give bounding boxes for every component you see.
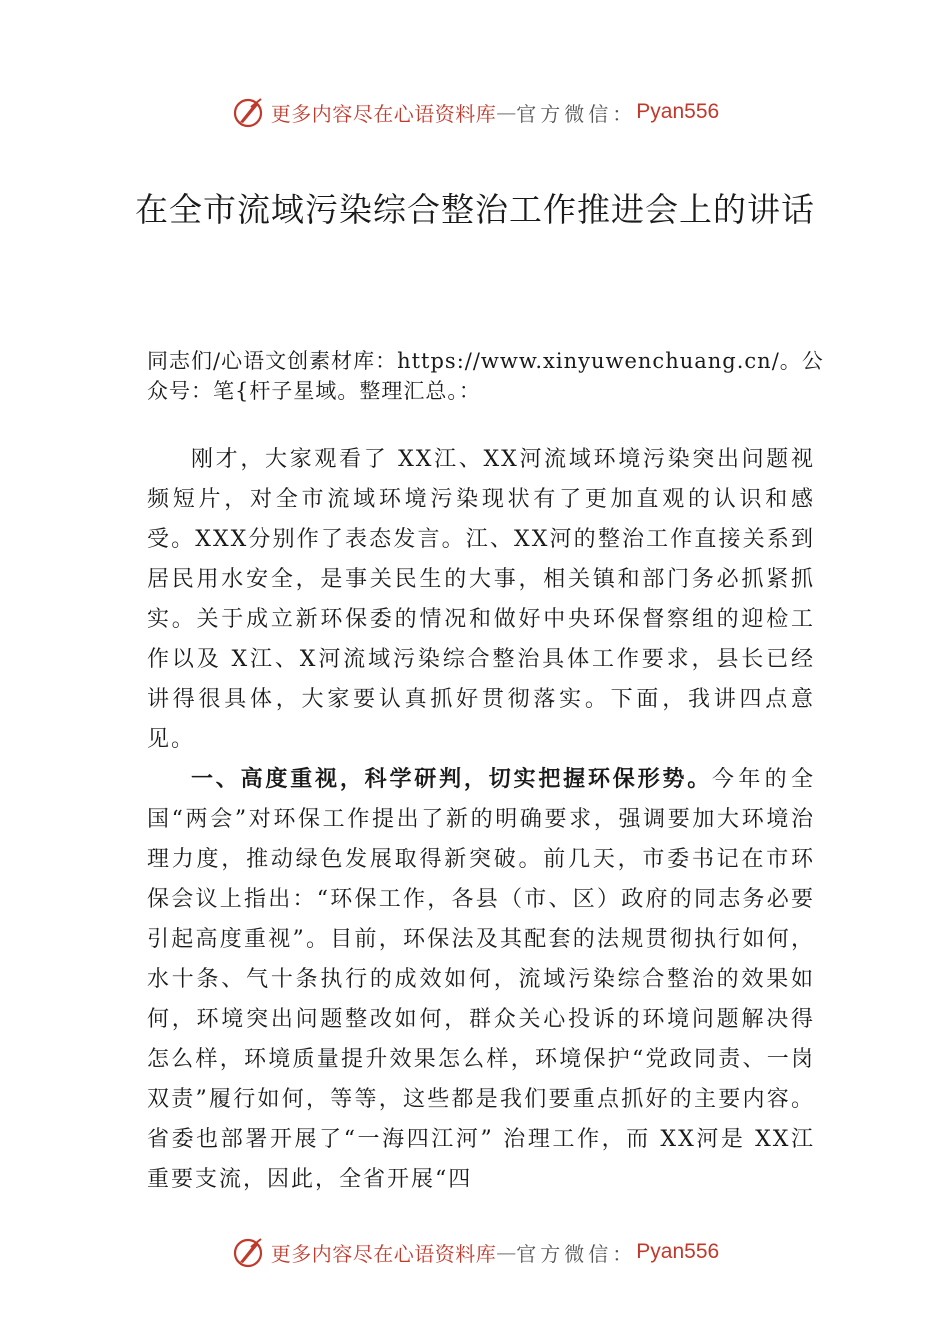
watermark-wechat-label: 官方微信：	[516, 1241, 637, 1266]
quill-circle-icon	[231, 1235, 265, 1269]
watermark-wechat-id: Pyan556	[636, 1240, 720, 1263]
watermark-separator: —	[496, 100, 517, 124]
watermark-brand: 更多内容尽在心语资料库	[270, 1241, 497, 1266]
paragraph-intro: 刚才，大家观看了 XX江、XX河流域环境污染突出问题视频短片，对全市流域环境污染现状有了更加直观的认识和感受。XXX分别作了表态发言。江、XX河的整治工作直接关系到居民用水安全，是事关民生的大事，相关镇和部门务必抓紧抓实。关于成立新环保委的情况和做好中央环保督察组的迎检工作以及 X江、X河流域污染综合整治具体工作要求，县长已经讲得很具体，大家要认真抓好贯彻落实。下面，我讲四点意见。	[147, 447, 815, 752]
watermark-footer	[0, 1232, 950, 1272]
section-heading: 一、高度重视，科学研判，切实把握环保形势。	[191, 767, 713, 792]
section-text: 今年的全国“两会”对环保工作提出了新的明确要求，强调要加大环境治理力度，推动绿色发展取得新突破。前几天，市委书记在市环保会议上指出：“环保工作，各县（市、区）政府的同志务必要引起高度重视”。目前，环保法及其配套的法规贯彻执行如何，水十条、气十条执行的成效如何，流域污染综合整治的效果如何，环境突出问题整改如何，群众关心投诉的环境问题解决得怎么样，环境质量提升效果怎么样，环境保护“党政同责、一岗双责”履行如何，等等，这些都是我们要重点抓好的主要内容。省委也部署开展了“一海四江河” 治理工作，而 XX河是 XX江重要支流，因此，全省开展“四	[147, 767, 815, 1192]
watermark-separator: —	[496, 1240, 517, 1264]
watermark-wechat-label: 官方微信：	[516, 101, 637, 126]
watermark-brand: 更多内容尽在心语资料库	[270, 101, 497, 126]
document-body	[147, 440, 815, 1200]
paragraph-section-1	[147, 760, 815, 1200]
watermark-header	[0, 92, 950, 132]
document-title: 在全市流域污染综合整治工作推进会上的讲话	[135, 190, 815, 229]
watermark-wechat-id: Pyan556	[636, 100, 720, 123]
salutation: 同志们/心语文创素材库：https://www.xinyuwenchuang.cn/。公众号：笔{杆子星域。整理汇总。：	[147, 349, 824, 403]
quill-circle-icon	[231, 95, 265, 129]
